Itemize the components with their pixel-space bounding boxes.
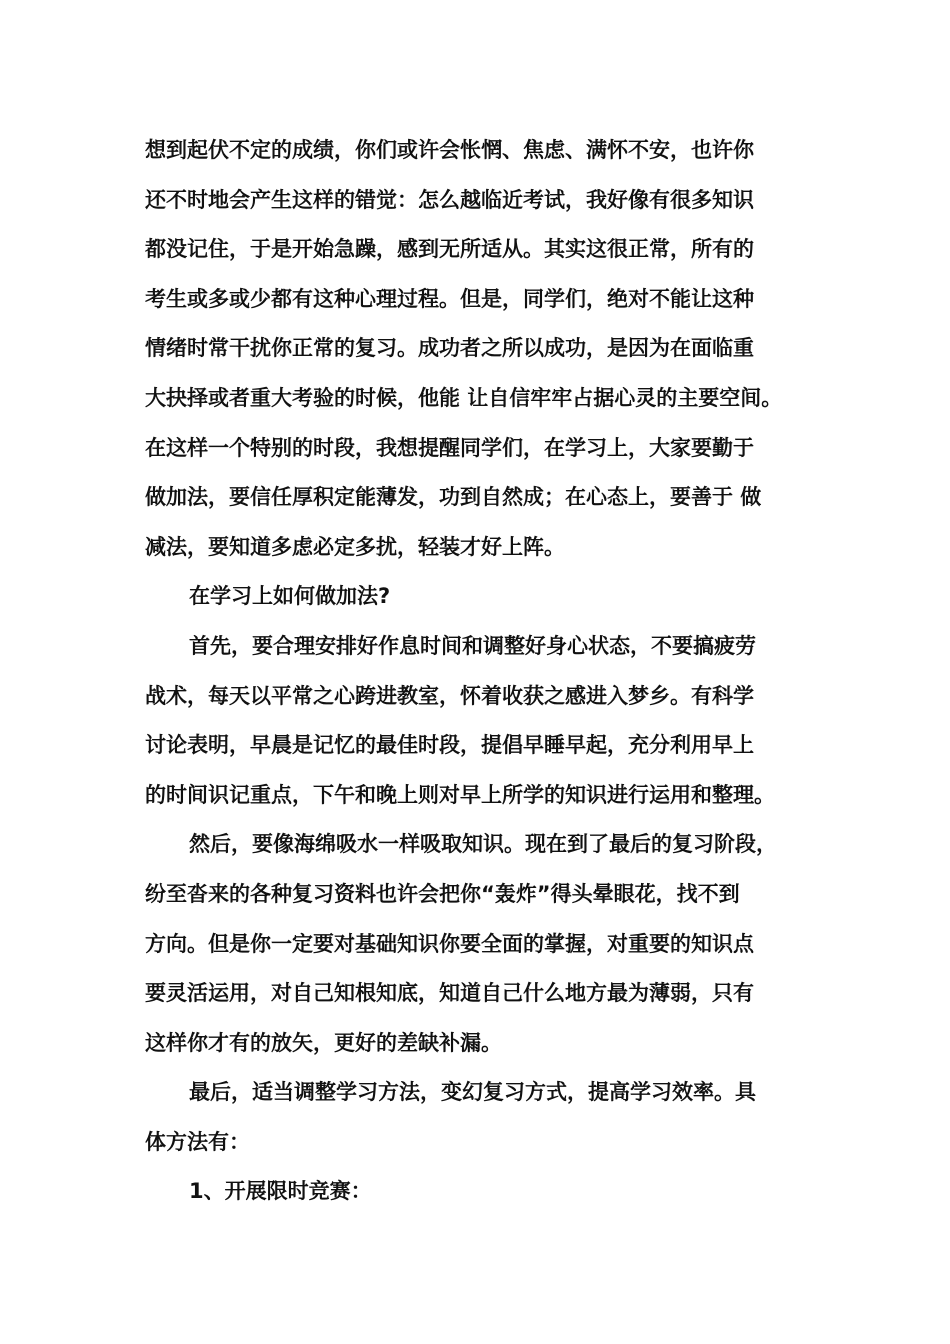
text-line: 这样你才有的放矢，更好的差缺补漏。 — [145, 1030, 502, 1055]
text-line: 然后，要像海绵吸水一样吸取知识。现在到了最后的复习阶段， — [189, 832, 777, 857]
text-line: 纷至沓来的各种复习资料也许会把你“轰炸”得头晕眼花，找不到 — [145, 881, 740, 906]
text-line: 都没记住，于是开始急躁，感到无所适从。其实这很正常，所有的 — [145, 237, 754, 262]
text-line: 1、开展限时竞赛： — [189, 1179, 372, 1204]
text-line: 战术，每天以平常之心跨进教室，怀着收获之感进入梦乡。有科学 — [145, 683, 754, 708]
text-line: 考生或多或少都有这种心理过程。但是，同学们，绝对不能让这种 — [145, 286, 754, 311]
text-line: 要灵活运用，对自己知根知底，知道自己什么地方最为薄弱，只有 — [145, 981, 754, 1006]
text-line: 做加法，要信任厚积定能薄发，功到自然成；在心态上，要善于 做 — [145, 485, 762, 510]
text-line: 在这样一个特别的时段，我想提醒同学们，在学习上，大家要勤于 — [145, 435, 754, 460]
text-line: 方向。但是你一定要对基础知识你要全面的掌握，对重要的知识点 — [145, 931, 754, 956]
text-line: 最后，适当调整学习方法，变幻复习方式，提高学习效率。具 — [189, 1080, 756, 1105]
text-line: 首先，要合理安排好作息时间和调整好身心状态，不要搞疲劳 — [189, 633, 756, 658]
text-line: 体方法有： — [145, 1129, 250, 1154]
text-line: 在学习上如何做加法? — [189, 584, 391, 609]
text-line: 想到起伏不定的成绩，你们或许会怅惘、焦虑、满怀不安，也许你 — [145, 138, 754, 162]
text-line: 讨论表明，早晨是记忆的最佳时段，提倡早睡早起，充分利用早上 — [145, 733, 754, 758]
text-line: 还不时地会产生这样的错觉：怎么越临近考试，我好像有很多知识 — [145, 187, 754, 212]
text-line: 的时间识记重点，下午和晚上则对早上所学的知识进行运用和整理。 — [145, 782, 775, 807]
body-text — [145, 126, 825, 1217]
text-line: 大抉择或者重大考验的时候，他能 让自信牢牢占据心灵的主要空间。 — [145, 385, 783, 410]
text-line: 情绪时常干扰你正常的复习。成功者之所以成功，是因为在面临重 — [145, 336, 754, 361]
text-line: 减法，要知道多虑必定多扰，轻装才好上阵。 — [145, 534, 565, 559]
